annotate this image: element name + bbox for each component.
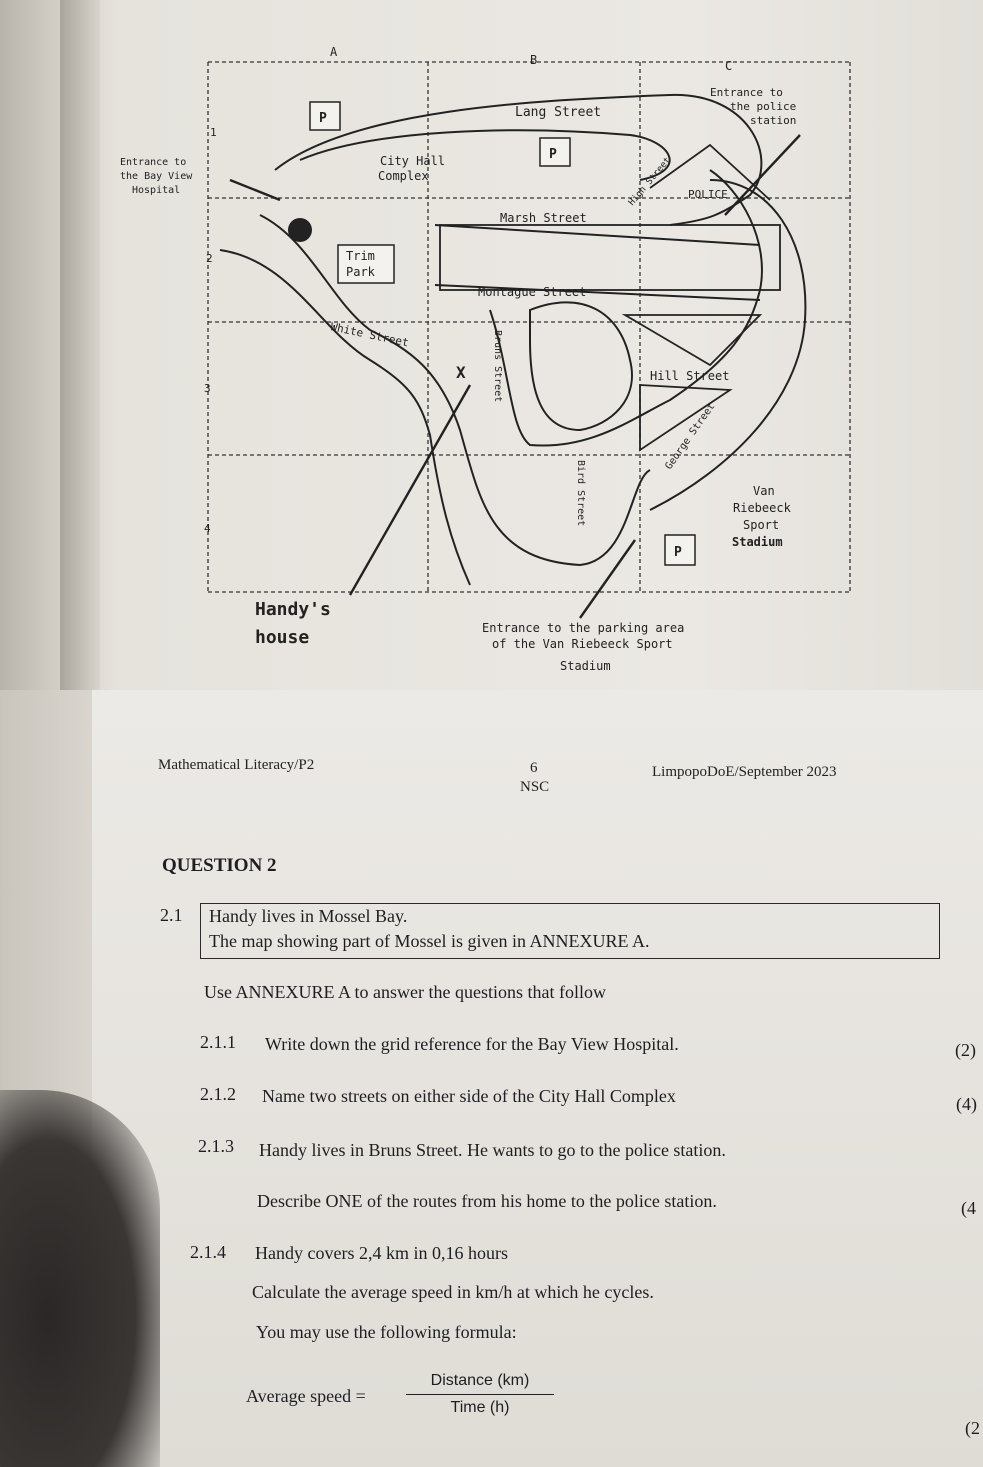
grid-row-4: 4 <box>204 522 211 535</box>
page-edge <box>60 0 100 690</box>
item-number-2-1-1: 2.1.1 <box>200 1032 236 1052</box>
footer-page-number: 6 <box>530 760 538 776</box>
context-line-1: Handy lives in Mossel Bay. <box>209 906 408 926</box>
parking-entrance-line-2: of the Van Riebeeck Sport <box>492 637 673 651</box>
high-street-label: High Street <box>627 155 674 208</box>
block-marsh-montague <box>440 225 780 290</box>
stadium-line-2: Riebeeck <box>733 501 791 515</box>
marks-2-1-2: (4) <box>956 1094 977 1114</box>
stadium-line-4: Stadium <box>732 535 783 549</box>
formula-fraction <box>406 1372 554 1417</box>
handys-house-line-1: Handy's <box>255 599 331 620</box>
formula-numerator: Distance (km) <box>406 1372 554 1395</box>
hill-street-label: Hill Street <box>650 369 730 383</box>
formula-denominator: Time (h) <box>450 1399 510 1416</box>
marks-2-1-1: (2) <box>955 1040 976 1060</box>
streets <box>220 95 805 585</box>
item-number-2-1-2: 2.1.2 <box>200 1084 236 1104</box>
hospital-entrance-line-2: the Bay View <box>120 171 193 182</box>
instructions: Use ANNEXURE A to answer the questions that follow <box>204 982 606 1002</box>
item-text-2-1-4-c: You may use the following formula: <box>256 1322 517 1342</box>
hospital-entrance-line-3: Hospital <box>132 185 181 196</box>
current-page <box>92 690 983 1467</box>
item-text-2-1-4-b: Calculate the average speed in km/h at which he cycles. <box>252 1282 654 1302</box>
question-number: 2.1 <box>160 905 183 925</box>
white-street-label: White Street <box>329 320 410 350</box>
city-hall-line-1: City Hall <box>380 154 446 168</box>
stadium-line-1: Van <box>753 484 775 498</box>
context-line-2: The map showing part of Mossel is given in ANNEXURE A. <box>209 931 650 951</box>
police-entrance-line-2: the police <box>730 100 797 113</box>
police-label: POLICE <box>688 188 728 201</box>
parking-entrance-line-1: Entrance to the parking area <box>482 621 685 635</box>
grid-col-b: B <box>530 53 538 67</box>
trim-park-line-2: Park <box>346 265 375 279</box>
x-mark: X <box>456 363 466 382</box>
parking-label-3: P <box>674 545 682 560</box>
police-entrance-line-3: station <box>750 114 797 127</box>
question-title: QUESTION 2 <box>162 855 277 876</box>
grid-col-a: A <box>330 45 338 59</box>
context-box <box>200 903 940 959</box>
item-text-2-1-1: Write down the grid reference for the Bay View Hospital. <box>265 1034 679 1054</box>
formula-lhs: Average speed = <box>246 1386 366 1406</box>
george-street-label: George Street <box>663 401 718 472</box>
city-hall-line-2: Complex <box>378 169 429 183</box>
grid-col-c: C <box>725 59 733 73</box>
item-number-2-1-3: 2.1.3 <box>198 1136 234 1156</box>
footer-source: LimpopoDoE/September 2023 <box>652 764 837 780</box>
parking-entrance-line-3: Stadium <box>560 659 611 673</box>
item-text-2-1-2: Name two streets on either side of the City Hall Complex <box>262 1086 676 1106</box>
thumb-shadow <box>0 1090 160 1467</box>
parking-label-1: P <box>319 111 327 126</box>
marks-2-1-3: (4 <box>961 1198 976 1218</box>
item-text-2-1-3: Handy lives in Bruns Street. He wants to go to the police station. <box>259 1140 726 1160</box>
item-number-2-1-4: 2.1.4 <box>190 1242 226 1262</box>
marks-2-1-4: (2 <box>965 1418 980 1438</box>
police-entrance-line-1: Entrance to <box>710 86 783 99</box>
stadium-line-3: Sport <box>743 518 780 532</box>
item-text-2-1-3-b: Describe ONE of the routes from his home to the police station. <box>257 1191 717 1211</box>
grid-row-2: 2 <box>206 252 213 265</box>
montague-street-label: Montague Street <box>478 285 587 299</box>
grid-row-1: 1 <box>210 126 217 139</box>
hospital-entrance-line-1: Entrance to <box>120 157 187 168</box>
handys-house-line-2: house <box>255 627 310 648</box>
footer-nsc: NSC <box>520 779 550 795</box>
trim-park-line-1: Trim <box>346 249 375 263</box>
item-text-2-1-4: Handy covers 2,4 km in 0,16 hours <box>255 1243 508 1263</box>
footer-subject: Mathematical Literacy/P2 <box>158 757 315 773</box>
bruns-street-label: Bruns Street <box>492 330 503 403</box>
bird-street-label: Bird Street <box>575 460 586 527</box>
grid-row-3: 3 <box>204 382 211 395</box>
lang-street-label: Lang Street <box>515 105 602 120</box>
parking-label-2: P <box>549 147 557 162</box>
mossel-bay-map <box>110 40 870 680</box>
marsh-street-label: Marsh Street <box>500 211 587 225</box>
hospital-icon <box>288 218 312 242</box>
